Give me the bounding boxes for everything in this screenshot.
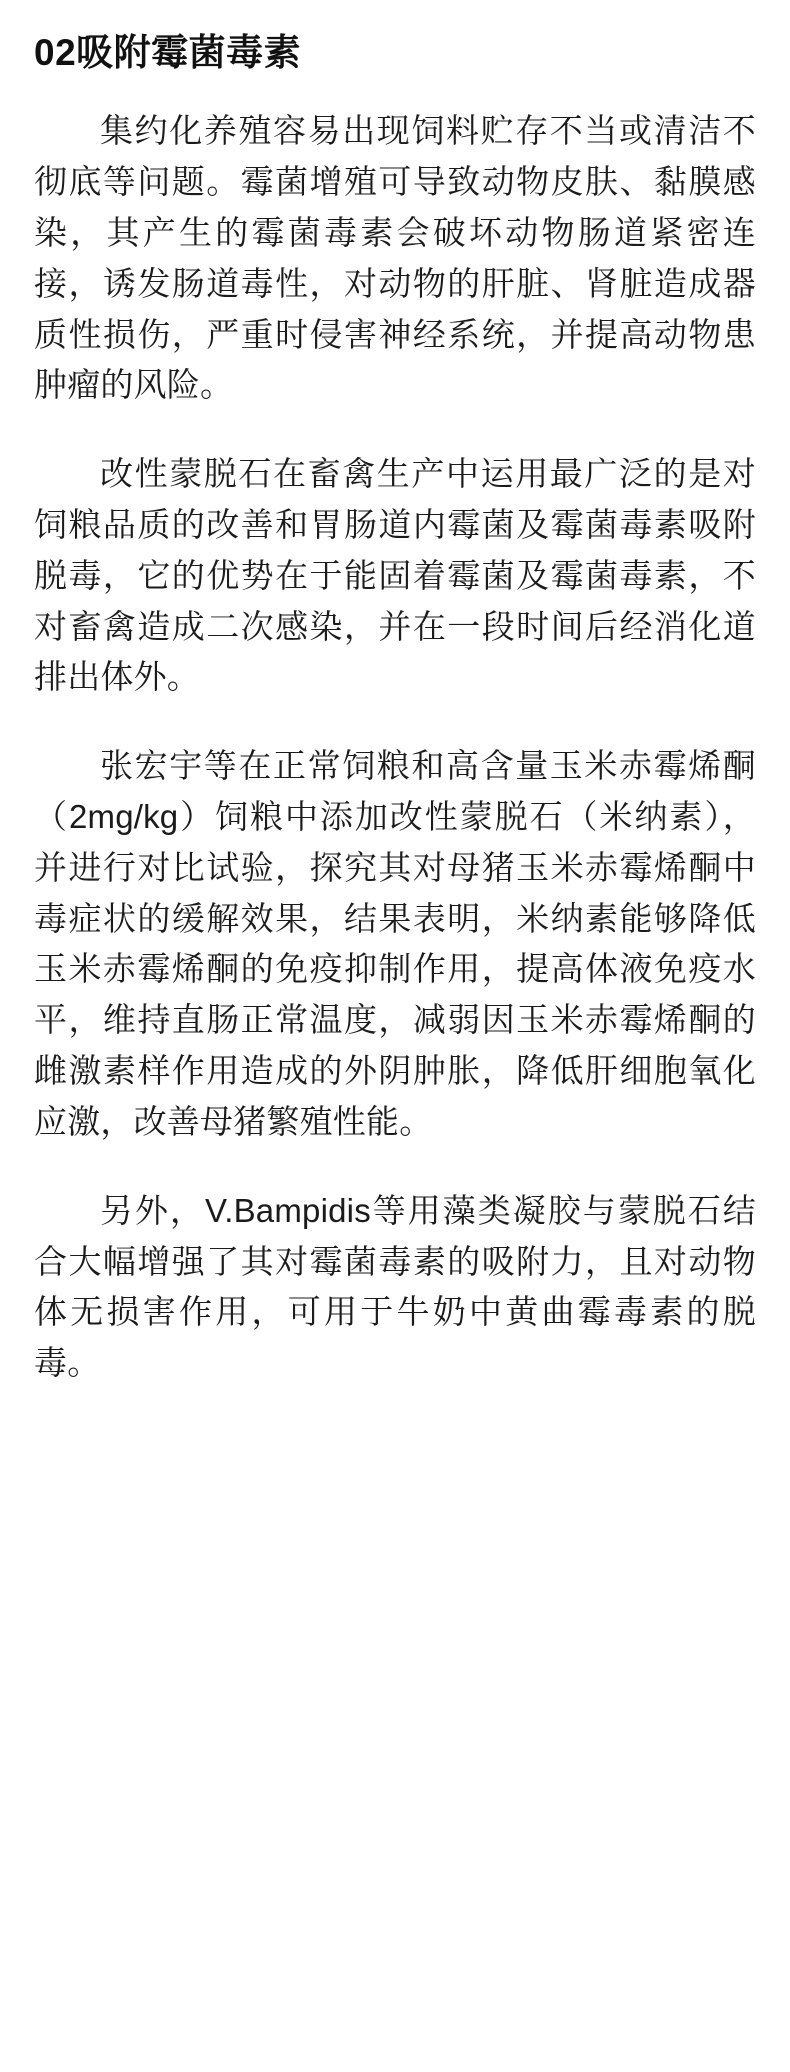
body-paragraph: 张宏宇等在正常饲粮和高含量玉米赤霉烯酮（2mg/kg）饲粮中添加改性蒙脱石（米纳素），并进行对比试验，探究其对母猪玉米赤霉烯酮中毒症状的缓解效果，结果表明，米纳素能够降低玉米赤霉烯酮的免疫抑制作用，提高体液免疫水平，维持直肠正常温度，减弱因玉米赤霉烯酮的雌激素样作用造成的外阴肿胀，降低肝细胞氧化应激，改善母猪繁殖性能。 <box>34 747 756 1140</box>
body-paragraph: 改性蒙脱石在畜禽生产中运用最广泛的是对饲粮品质的改善和胃肠道内霉菌及霉菌毒素吸附脱毒，它的优势在于能固着霉菌及霉菌毒素，不对畜禽造成二次感染，并在一段时间后经消化道排出体外。 <box>34 455 756 696</box>
page-title: 02吸附霉菌毒素 <box>34 32 302 73</box>
body-paragraph: 集约化养殖容易出现饲料贮存不当或清洁不彻底等问题。霉菌增殖可导致动物皮肤、黏膜感染，其产生的霉菌毒素会破坏动物肠道紧密连接，诱发肠道毒性，对动物的肝脏、肾脏造成器质性损伤，严重时侵害神经系统，并提高动物患肿瘤的风险。 <box>34 112 756 404</box>
body-paragraph: 另外，V.Bampidis等用藻类凝胶与蒙脱石结合大幅增强了其对霉菌毒素的吸附力，且对动物体无损害作用，可用于牛奶中黄曲霉毒素的脱毒。 <box>34 1191 756 1382</box>
